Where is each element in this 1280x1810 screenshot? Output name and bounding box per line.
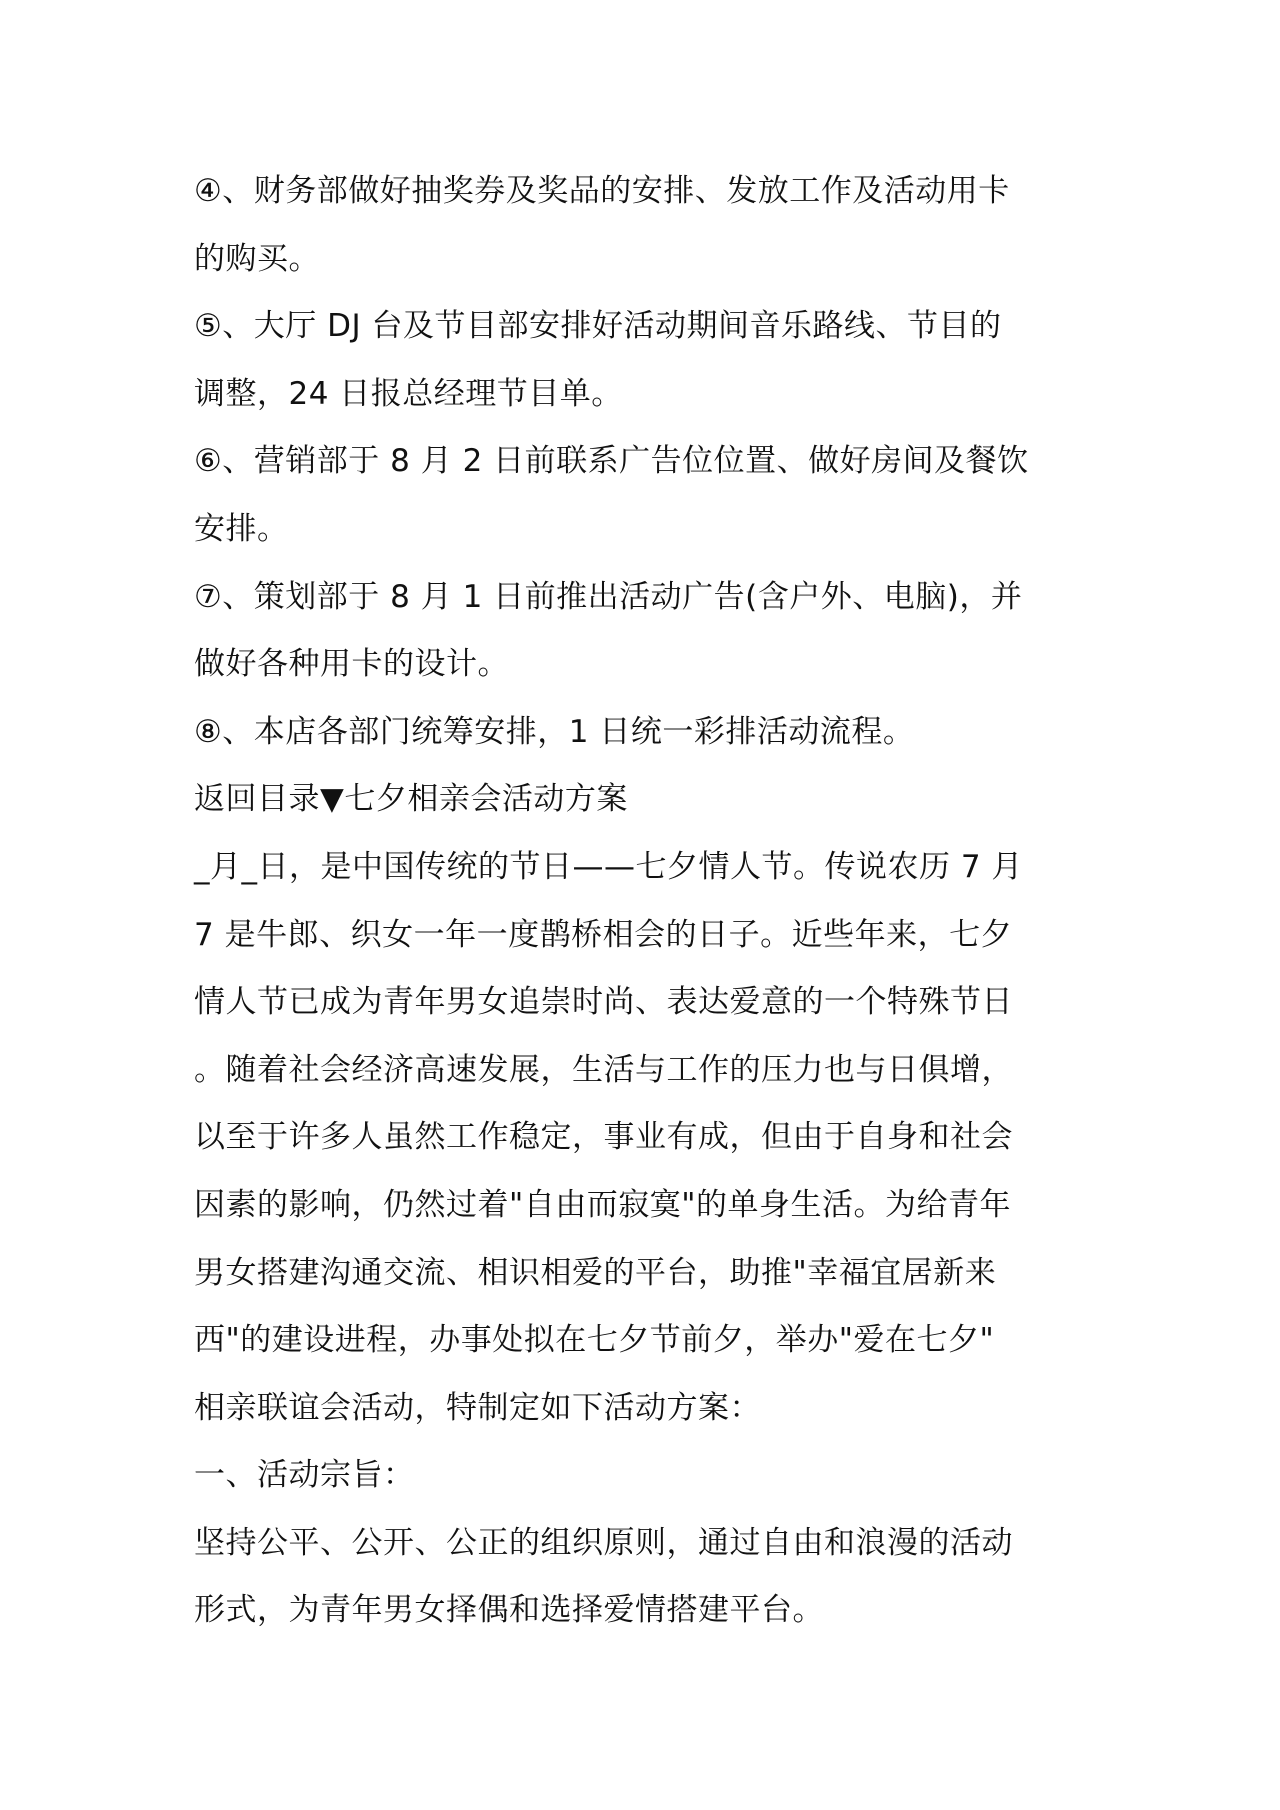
section-heading: 一、活动宗旨： bbox=[194, 1457, 415, 1494]
text-line: 西"的建设进程，办事处拟在七夕节前夕，举办"爱在七夕" bbox=[194, 1322, 995, 1359]
section-link-line: 返回目录▼七夕相亲会活动方案 bbox=[194, 781, 628, 818]
text-line: 形式，为青年男女择偶和选择爱情搭建平台。 bbox=[194, 1592, 824, 1629]
text-line: 以至于许多人虽然工作稳定，事业有成，但由于自身和社会 bbox=[194, 1119, 1013, 1156]
text-line: 的购买。 bbox=[194, 240, 320, 277]
text-line: ⑧、本店各部门统筹安排，1 日统一彩排活动流程。 bbox=[194, 713, 915, 750]
text-line: 男女搭建沟通交流、相识相爱的平台，助推"幸福宜居新来 bbox=[194, 1254, 997, 1291]
text-line: 因素的影响，仍然过着"自由而寂寞"的单身生活。为给青年 bbox=[194, 1186, 1012, 1223]
text-line: ⑤、大厅 DJ 台及节目部安排好活动期间音乐路线、节目的 bbox=[194, 308, 1002, 345]
document-body bbox=[194, 158, 1094, 1645]
text-line: 安排。 bbox=[194, 510, 289, 547]
text-line: 相亲联谊会活动，特制定如下活动方案： bbox=[194, 1389, 761, 1426]
text-line: 7 是牛郎、织女一年一度鹊桥相会的日子。近些年来，七夕 bbox=[194, 916, 1013, 953]
text-line: 坚持公平、公开、公正的组织原则，通过自由和浪漫的活动 bbox=[194, 1524, 1013, 1561]
text-line: 做好各种用卡的设计。 bbox=[194, 646, 509, 683]
text-line: 。随着社会经济高速发展，生活与工作的压力也与日俱增， bbox=[194, 1051, 1013, 1088]
text-line: ④、财务部做好抽奖券及奖品的安排、发放工作及活动用卡 bbox=[194, 173, 1010, 209]
text-line: ⑦、策划部于 8 月 1 日前推出活动广告(含户外、电脑)，并 bbox=[194, 578, 1023, 615]
text-line: 情人节已成为青年男女追崇时尚、表达爱意的一个特殊节日 bbox=[194, 984, 1013, 1021]
text-line: 调整，24 日报总经理节目单。 bbox=[194, 375, 623, 412]
text-line: _月_日，是中国传统的节日——七夕情人节。传说农历 7 月 bbox=[194, 848, 1023, 885]
text-line: ⑥、营销部于 8 月 2 日前联系广告位位置、做好房间及餐饮 bbox=[194, 443, 1029, 480]
